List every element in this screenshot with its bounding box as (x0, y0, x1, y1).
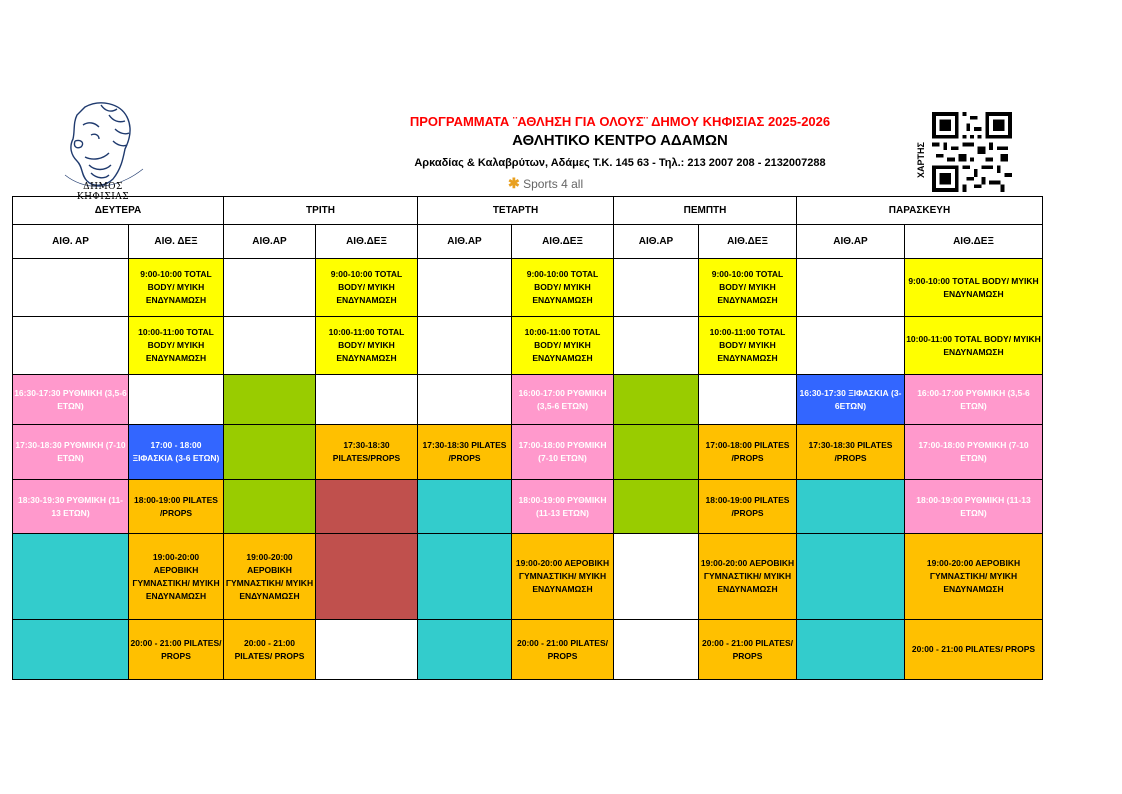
day-header: ΔΕΥΤΕΡΑ (13, 197, 224, 225)
empty-slot (316, 375, 418, 425)
hall-header: ΑΙΘ.ΑΡ (224, 225, 316, 259)
class-slot: 17:30-18:30 PILATES /PROPS (418, 425, 512, 480)
schedule-row (13, 375, 1043, 425)
empty-slot (418, 620, 512, 680)
day-header: ΤΕΤΑΡΤΗ (418, 197, 614, 225)
schedule-row (13, 480, 1043, 534)
class-slot: 17:30-18:30 ΡΥΘΜΙΚΗ (7-10 ΕΤΩΝ) (13, 425, 129, 480)
empty-slot (13, 317, 129, 375)
day-header: ΠΑΡΑΣΚΕΥΗ (797, 197, 1043, 225)
day-header: ΤΡΙΤΗ (224, 197, 418, 225)
class-slot: 16:30-17:30 ΞΙΦΑΣΚΙΑ (3-6ΕΤΩΝ) (797, 375, 905, 425)
empty-slot (418, 375, 512, 425)
schedule-row (13, 620, 1043, 680)
class-slot: 20:00 - 21:00 PILATES/ PROPS (905, 620, 1043, 680)
schedule-row (13, 317, 1043, 375)
sponsor-label: Sports 4 all (523, 177, 584, 191)
hall-header: ΑΙΘ.ΑΡ (418, 225, 512, 259)
empty-slot (699, 375, 797, 425)
schedule-row (13, 534, 1043, 620)
class-slot: 10:00-11:00 TOTAL BODY/ ΜΥΙΚΗ ΕΝΔΥΝΑΜΩΣΗ (512, 317, 614, 375)
class-slot: 18:00-19:00 PILATES /PROPS (129, 480, 224, 534)
day-header: ΠΕΜΠΤΗ (614, 197, 797, 225)
empty-slot (797, 259, 905, 317)
empty-slot (797, 620, 905, 680)
program-title: ΠΡΟΓΡΑΜΜΑΤΑ ¨ΑΘΛΗΣΗ ΓΙΑ ΟΛΟΥΣ¨ ΔΗΜΟΥ ΚΗΦΙΣΙΑΣ 2025-2026 (409, 114, 831, 129)
class-slot: 17:00-18:00 ΡΥΘΜΙΚΗ (7-10 ΕΤΩΝ) (512, 425, 614, 480)
class-slot: 9:00-10:00 TOTAL BODY/ ΜΥΙΚΗ ΕΝΔΥΝΑΜΩΣΗ (699, 259, 797, 317)
empty-slot (224, 259, 316, 317)
class-slot: 9:00-10:00 TOTAL BODY/ ΜΥΙΚΗ ΕΝΔΥΝΑΜΩΣΗ (905, 259, 1043, 317)
empty-slot (797, 317, 905, 375)
empty-slot (614, 480, 699, 534)
empty-slot (418, 534, 512, 620)
empty-slot (797, 534, 905, 620)
class-slot: 9:00-10:00 TOTAL BODY/ ΜΥΙΚΗ ΕΝΔΥΝΑΜΩΣΗ (316, 259, 418, 317)
qr-code[interactable] (930, 112, 1014, 192)
class-slot: 10:00-11:00 TOTAL BODY/ ΜΥΙΚΗ ΕΝΔΥΝΑΜΩΣΗ (699, 317, 797, 375)
empty-slot (614, 425, 699, 480)
schedule-row (13, 259, 1043, 317)
hall-header: ΑΙΘ.ΔΕΞ (905, 225, 1043, 259)
class-slot: 20:00 - 21:00 PILATES/ PROPS (699, 620, 797, 680)
class-slot: 18:00-19:00 PILATES /PROPS (699, 480, 797, 534)
empty-slot (418, 480, 512, 534)
hall-header: ΑΙΘ. ΔΕΞ (129, 225, 224, 259)
empty-slot (614, 375, 699, 425)
empty-slot (418, 317, 512, 375)
class-slot: 9:00-10:00 TOTAL BODY/ ΜΥΙΚΗ ΕΝΔΥΝΑΜΩΣΗ (512, 259, 614, 317)
class-slot: 19:00-20:00 ΑΕΡΟΒΙΚΗ ΓΥΜΝΑΣΤΙΚΗ/ ΜΥΙΚΗ ΕΝΔΥΝΑΜΩΣΗ (905, 534, 1043, 620)
empty-slot (797, 480, 905, 534)
class-slot: 16:00-17:00 ΡΥΘΜΙΚΗ (3,5-6 ΕΤΩΝ) (512, 375, 614, 425)
class-slot: 10:00-11:00 TOTAL BODY/ ΜΥΙΚΗ ΕΝΔΥΝΑΜΩΣΗ (129, 317, 224, 375)
empty-slot (316, 620, 418, 680)
class-slot: 19:00-20:00 ΑΕΡΟΒΙΚΗ ΓΥΜΝΑΣΤΙΚΗ/ ΜΥΙΚΗ ΕΝΔΥΝΑΜΩΣΗ (699, 534, 797, 620)
sports4all-logo (508, 175, 583, 192)
class-slot: 20:00 - 21:00 PILATES/ PROPS (129, 620, 224, 680)
empty-slot (614, 620, 699, 680)
class-slot: 17:00-18:00 PILATES /PROPS (699, 425, 797, 480)
class-slot: 18:00-19:00 ΡΥΘΜΙΚΗ (11-13 ΕΤΩΝ) (905, 480, 1043, 534)
center-address: Αρκαδίας & Καλαβρύτων, Αδάμες Τ.Κ. 145 63 - Τηλ.: 213 2007 208 - 2132007288 (414, 157, 826, 169)
class-slot: 17:30-18:30 PILATES /PROPS (797, 425, 905, 480)
class-slot: 17:00 - 18:00 ΞΙΦΑΣΚΙΑ (3-6 ΕΤΩΝ) (129, 425, 224, 480)
empty-slot (316, 534, 418, 620)
empty-slot (13, 534, 129, 620)
class-slot: 18:30-19:30 ΡΥΘΜΙΚΗ (11-13 ΕΤΩΝ) (13, 480, 129, 534)
class-slot: 20:00 - 21:00 PILATES/ PROPS (224, 620, 316, 680)
empty-slot (13, 259, 129, 317)
class-slot: 16:30-17:30 ΡΥΘΜΙΚΗ (3,5-6 ΕΤΩΝ) (13, 375, 129, 425)
class-slot: 10:00-11:00 TOTAL BODY/ ΜΥΙΚΗ ΕΝΔΥΝΑΜΩΣΗ (905, 317, 1043, 375)
empty-slot (418, 259, 512, 317)
hall-header: ΑΙΘ.ΑΡ (614, 225, 699, 259)
class-slot: 18:00-19:00 ΡΥΘΜΙΚΗ (11-13 ΕΤΩΝ) (512, 480, 614, 534)
empty-slot (224, 317, 316, 375)
class-slot: 19:00-20:00 ΑΕΡΟΒΙΚΗ ΓΥΜΝΑΣΤΙΚΗ/ ΜΥΙΚΗ ΕΝΔΥΝΑΜΩΣΗ (129, 534, 224, 620)
empty-slot (13, 620, 129, 680)
empty-slot (224, 480, 316, 534)
class-slot: 16:00-17:00 ΡΥΘΜΙΚΗ (3,5-6 ΕΤΩΝ) (905, 375, 1043, 425)
schedule-row (13, 425, 1043, 480)
empty-slot (614, 317, 699, 375)
class-slot: 20:00 - 21:00 PILATES/ PROPS (512, 620, 614, 680)
empty-slot (316, 480, 418, 534)
class-slot: 19:00-20:00 ΑΕΡΟΒΙΚΗ ΓΥΜΝΑΣΤΙΚΗ/ ΜΥΙΚΗ ΕΝΔΥΝΑΜΩΣΗ (224, 534, 316, 620)
empty-slot (614, 534, 699, 620)
empty-slot (129, 375, 224, 425)
class-slot: 10:00-11:00 TOTAL BODY/ ΜΥΙΚΗ ΕΝΔΥΝΑΜΩΣΗ (316, 317, 418, 375)
hall-header: ΑΙΘ.ΔΕΞ (699, 225, 797, 259)
logo-caption: ΔΗΜΟΣ ΚΗΦΙΣΙΑΣ (76, 182, 130, 202)
schedule-table (12, 196, 1043, 680)
class-slot: 9:00-10:00 TOTAL BODY/ ΜΥΙΚΗ ΕΝΔΥΝΑΜΩΣΗ (129, 259, 224, 317)
runner-icon: ✱ (508, 175, 520, 191)
hall-header: ΑΙΘ. ΑΡ (13, 225, 129, 259)
hall-header: ΑΙΘ.ΔΕΞ (512, 225, 614, 259)
empty-slot (224, 375, 316, 425)
empty-slot (614, 259, 699, 317)
class-slot: 19:00-20:00 ΑΕΡΟΒΙΚΗ ΓΥΜΝΑΣΤΙΚΗ/ ΜΥΙΚΗ ΕΝΔΥΝΑΜΩΣΗ (512, 534, 614, 620)
qr-label: ΧΑΡΤΗΣ (916, 142, 926, 178)
municipality-logo (55, 95, 150, 193)
center-name: ΑΘΛΗΤΙΚΟ ΚΕΝΤΡΟ ΑΔΑΜΩΝ (512, 132, 728, 149)
hall-header: ΑΙΘ.ΑΡ (797, 225, 905, 259)
class-slot: 17:30-18:30 PILATES/PROPS (316, 425, 418, 480)
class-slot: 17:00-18:00 ΡΥΘΜΙΚΗ (7-10 ΕΤΩΝ) (905, 425, 1043, 480)
empty-slot (224, 425, 316, 480)
hall-header: ΑΙΘ.ΔΕΞ (316, 225, 418, 259)
